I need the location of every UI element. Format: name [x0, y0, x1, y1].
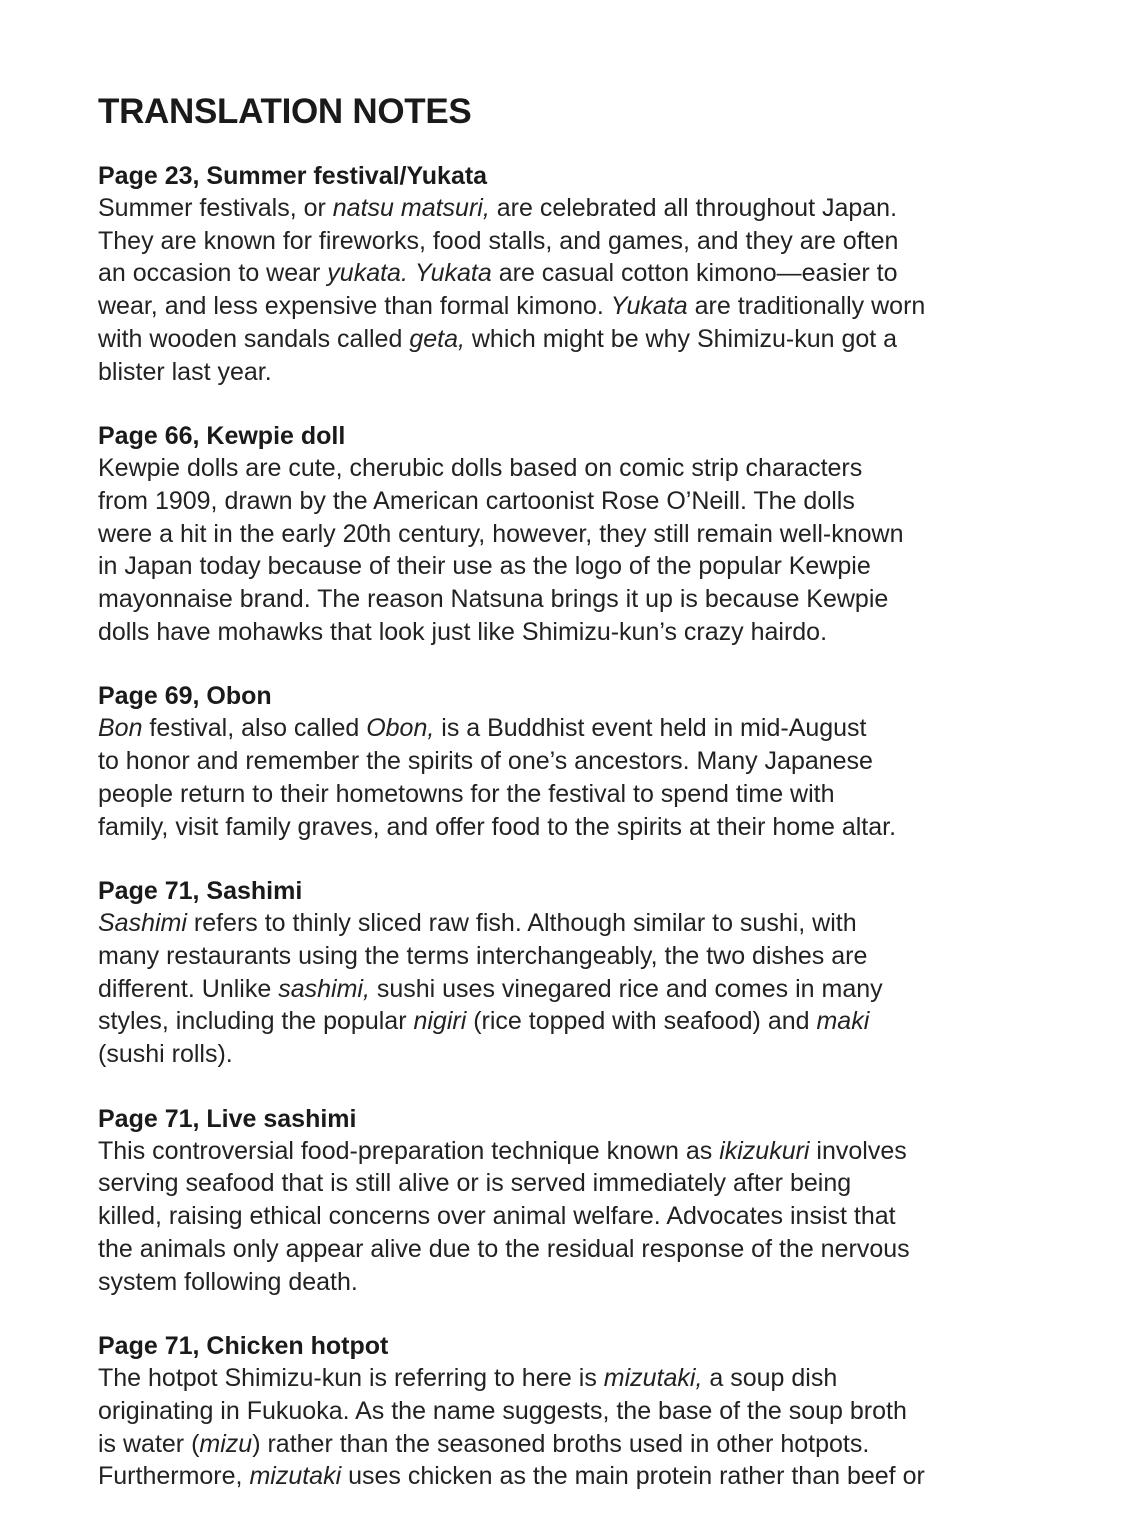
note-section — [98, 420, 1038, 648]
italic-term: yukata. — [327, 259, 408, 288]
text-segment: dolls have mohawks that look just like Shimizu-kun’s crazy hairdo. — [98, 617, 828, 646]
text-segment: from 1909, drawn by the American cartoonist Rose O’Neill. The dolls — [98, 486, 855, 515]
note-text-line — [98, 1428, 1038, 1461]
note-section — [98, 875, 1038, 1071]
text-segment: styles, including the popular — [98, 1007, 414, 1036]
note-text-line — [98, 518, 1038, 551]
text-segment: wear, and less expensive than formal kimono. — [98, 292, 611, 321]
note-heading: Page 71, Sashimi — [98, 877, 303, 906]
text-segment: an occasion to wear — [98, 259, 328, 288]
note-body — [98, 452, 1038, 648]
text-segment: refers to thinly sliced raw fish. Although similar to sushi, with — [186, 909, 857, 938]
text-segment: ) rather than the seasoned broths used in other hotpots. — [252, 1429, 870, 1458]
italic-term: geta, — [409, 324, 465, 353]
text-segment: They are known for fireworks, food stalls, and games, and they are often — [98, 226, 899, 255]
note-text-line — [98, 1167, 1038, 1200]
note-text-line — [98, 811, 1038, 844]
text-segment: the animals only appear alive due to the residual response of the nervous — [98, 1234, 910, 1263]
note-text-line — [98, 1266, 1038, 1299]
italic-term: Yukata — [610, 292, 688, 321]
text-segment — [408, 259, 415, 287]
text-segment: mayonnaise brand. The reason Natsuna brings it up is because Kewpie — [98, 585, 889, 614]
note-text-line — [98, 1233, 1038, 1266]
note-text-line — [98, 973, 1038, 1006]
note-body — [98, 907, 1038, 1071]
note-body — [98, 1362, 1038, 1493]
text-segment: is water ( — [98, 1429, 200, 1458]
text-segment: Kewpie dolls are cute, cherubic dolls based on comic strip characters — [98, 454, 863, 483]
note-text-line — [98, 712, 1038, 745]
note-text-line — [98, 745, 1038, 778]
translation-notes-page — [98, 88, 1038, 1525]
note-heading: Page 71, Live sashimi — [98, 1104, 357, 1133]
text-segment: This controversial food-preparation technique known as — [98, 1136, 720, 1165]
text-segment: with wooden sandals called — [98, 324, 410, 353]
text-segment: Furthermore, — [98, 1462, 250, 1491]
note-text-line — [98, 1005, 1038, 1038]
note-text-line — [98, 452, 1038, 485]
note-text-line — [98, 550, 1038, 583]
note-text-line — [98, 778, 1038, 811]
note-body — [98, 192, 1038, 388]
italic-term: natsu matsuri, — [332, 194, 490, 222]
text-segment: are celebrated all throughout Japan. — [489, 194, 898, 222]
note-heading: Page 66, Kewpie doll — [98, 422, 346, 451]
text-segment: are casual cotton kimono—easier to — [491, 259, 898, 288]
italic-term: Sashimi — [98, 909, 187, 938]
italic-term: Yukata — [414, 259, 492, 288]
note-text-line — [98, 290, 1038, 323]
text-segment: many restaurants using the terms interchangeably, the two dishes are — [98, 941, 868, 970]
note-section — [98, 680, 1038, 843]
note-text-line — [98, 257, 1038, 290]
note-section — [98, 1330, 1038, 1493]
text-segment: (sushi rolls). — [98, 1040, 233, 1069]
note-text-line — [98, 1200, 1038, 1233]
italic-term: mizu — [199, 1429, 253, 1458]
note-text-line — [98, 225, 1038, 258]
italic-term: nigiri — [413, 1007, 467, 1036]
italic-term: mizutaki — [249, 1462, 342, 1491]
text-segment: involves — [809, 1136, 907, 1165]
note-section — [98, 1103, 1038, 1299]
text-segment: blister last year. — [98, 357, 272, 386]
italic-term: sashimi, — [278, 974, 370, 1003]
note-body — [98, 1135, 1038, 1299]
note-section — [98, 160, 1038, 388]
note-heading: Page 71, Chicken hotpot — [98, 1332, 389, 1361]
text-segment: family, visit family graves, and offer food to the spirits at their home altar. — [98, 812, 897, 841]
text-segment: Summer festivals, or — [98, 194, 333, 222]
note-text-line — [98, 323, 1038, 356]
text-segment: originating in Fukuoka. As the name suggests, the base of the soup broth — [98, 1396, 907, 1425]
note-heading: Page 69, Obon — [98, 682, 272, 711]
italic-term: Bon — [98, 714, 143, 743]
italic-term: mizutaki, — [603, 1364, 703, 1393]
text-segment: are traditionally worn — [687, 292, 926, 321]
text-segment: which might be why Shimizu-kun got a — [464, 324, 898, 353]
text-segment: festival, also called — [142, 714, 367, 743]
note-text-line — [98, 1362, 1038, 1395]
text-segment: is a Buddhist event held in mid-August — [434, 714, 867, 743]
text-segment: system following death. — [98, 1267, 358, 1296]
note-text-line — [98, 1395, 1038, 1428]
italic-term: Obon, — [366, 714, 435, 743]
text-segment: The hotpot Shimizu-kun is referring to here is — [98, 1364, 604, 1393]
note-text-line — [98, 1135, 1038, 1168]
note-text-line — [98, 1038, 1038, 1071]
text-segment: a soup dish — [702, 1364, 838, 1393]
note-text-line — [98, 616, 1038, 649]
italic-term: maki — [816, 1007, 870, 1036]
text-segment: different. Unlike — [98, 974, 279, 1003]
text-segment: sushi uses vinegared rice and comes in many — [369, 974, 883, 1003]
notes-list — [98, 160, 1038, 1493]
text-segment: in Japan today because of their use as the logo of the popular Kewpie — [98, 552, 871, 581]
text-segment: were a hit in the early 20th century, however, they still remain well-known — [98, 519, 904, 548]
note-text-line — [98, 907, 1038, 940]
note-body — [98, 712, 1038, 843]
note-text-line — [98, 356, 1038, 389]
text-segment: people return to their hometowns for the festival to spend time with — [98, 779, 835, 808]
text-segment: to honor and remember the spirits of one’s ancestors. Many Japanese — [98, 747, 873, 776]
text-segment: serving seafood that is still alive or is served immediately after being — [98, 1169, 852, 1198]
text-segment: (rice topped with seafood) and — [466, 1007, 817, 1036]
note-text-line — [98, 485, 1038, 518]
note-text-line — [98, 1460, 1038, 1493]
page-title: TRANSLATION NOTES — [98, 92, 472, 131]
text-segment: uses chicken as the main protein rather than beef or — [341, 1462, 925, 1491]
text-segment: killed, raising ethical concerns over animal welfare. Advocates insist that — [98, 1202, 896, 1231]
italic-term: ikizukuri — [719, 1136, 810, 1165]
note-text-line — [98, 583, 1038, 616]
note-text-line — [98, 940, 1038, 973]
note-heading: Page 23, Summer festival/Yukata — [98, 162, 488, 190]
note-text-line — [98, 192, 1038, 225]
